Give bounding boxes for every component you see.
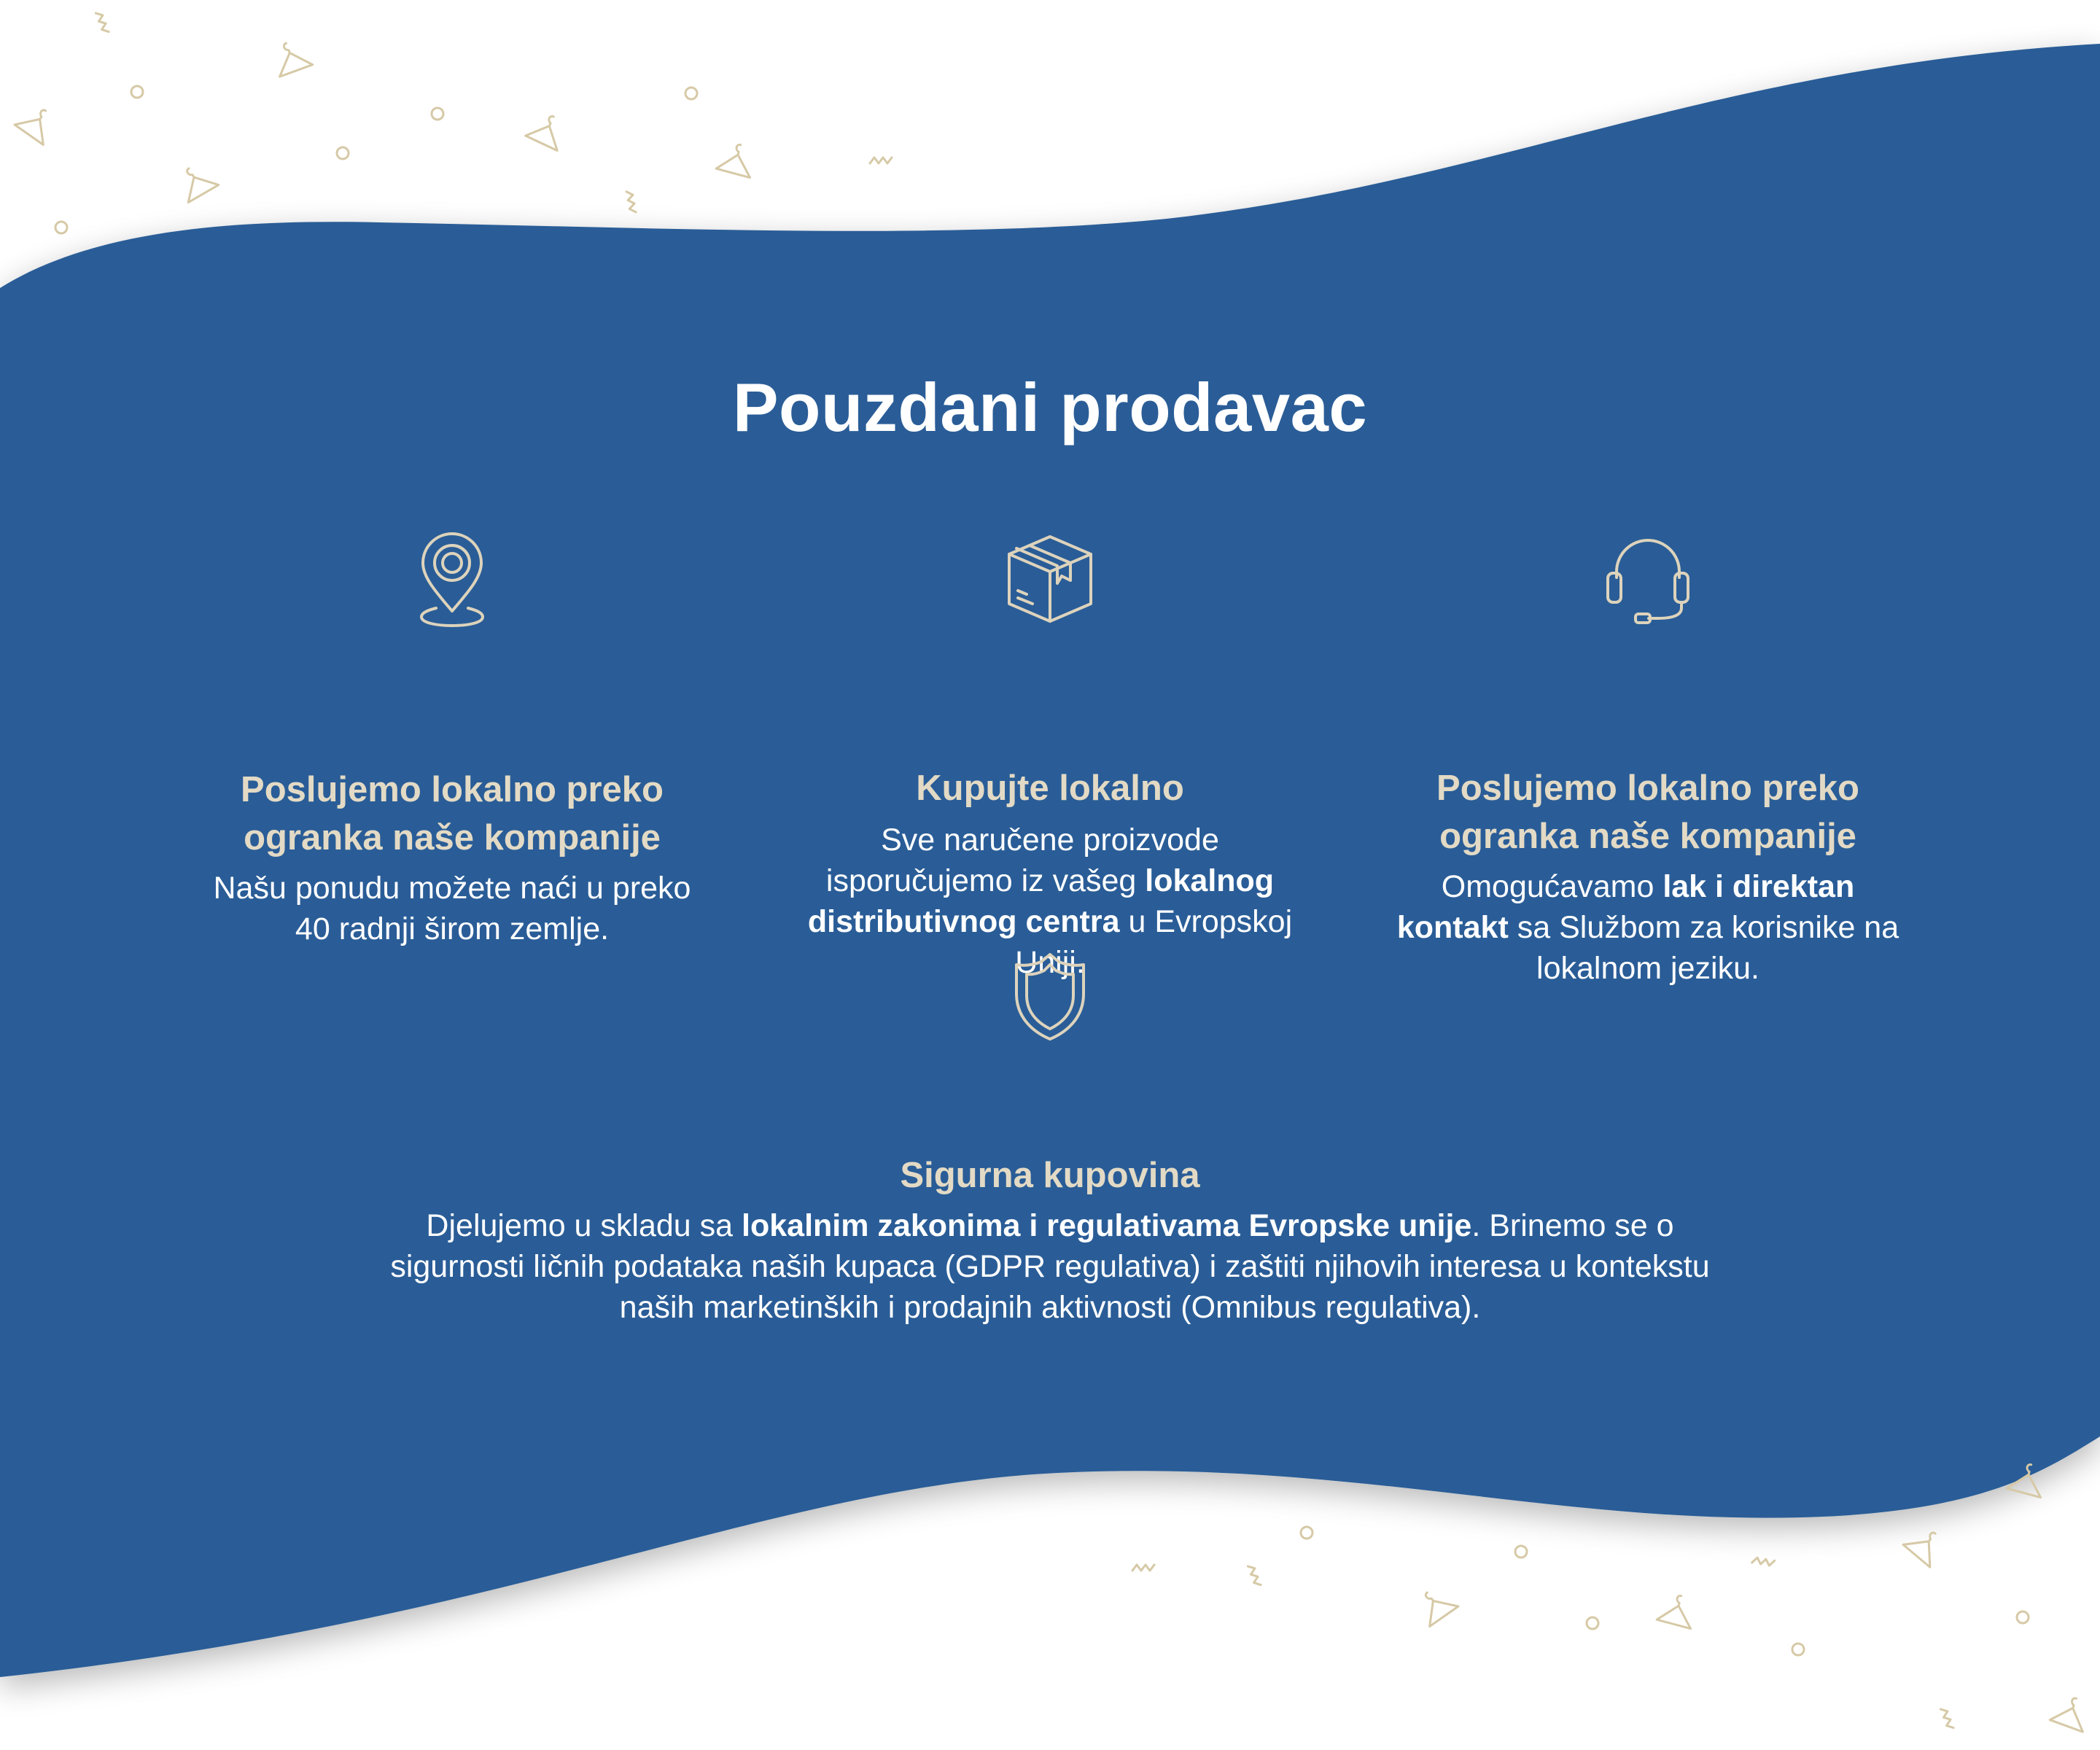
package-box-icon xyxy=(1005,532,1095,626)
doodle-circle-icon xyxy=(334,144,351,162)
feature-heading: Poslujemo lokalno preko ogranka naše kompanije xyxy=(1436,769,1859,856)
doodle-circle-icon xyxy=(1584,1614,1601,1632)
doodle-circle-icon xyxy=(682,85,700,102)
doodle-circle-icon xyxy=(1512,1543,1530,1560)
feature-buy-locally xyxy=(795,532,1305,983)
feature-text: Djelujemo u skladu sa lokalnim zakonima i regulativama Evropske unije. Brinemo se o sigurnosti ličnih podataka naših kupaca (GDPR regulativa) i zaštiti njihovih interesa u kontekstu naših marketinških i prodajnih aktivnosti (Omnibus regulativa). xyxy=(390,1208,1710,1325)
doodle-circle-icon xyxy=(1298,1524,1315,1541)
doodle-squiggle-icon xyxy=(1130,1560,1159,1576)
page-title: Pouzdani prodavac xyxy=(732,369,1368,446)
doodle-circle-icon xyxy=(128,83,146,101)
feature-secure-shopping xyxy=(365,952,1735,1328)
doodle-circle-icon xyxy=(2014,1609,2031,1626)
shield-icon xyxy=(1014,952,1086,1042)
headset-icon xyxy=(1605,532,1691,626)
feature-direct-contact xyxy=(1393,532,1903,989)
feature-text: Omogućavamo lak i direktan kontakt sa Službom za korisnike na lokalnom jeziku. xyxy=(1396,869,1899,986)
doodle-squiggle-icon xyxy=(868,153,897,169)
feature-text: Sve naručene proizvode isporučujemo iz vašeg lokalnog distributivnog centra u Evropskoj Uniji. xyxy=(807,822,1293,980)
feature-local-branch xyxy=(197,532,707,949)
doodle-circle-icon xyxy=(1789,1641,1807,1658)
doodle-circle-icon xyxy=(52,219,70,236)
feature-heading: Poslujemo lokalno preko ogranka naše kompanije xyxy=(241,770,664,858)
doodle-circle-icon xyxy=(429,105,446,122)
location-pin-icon xyxy=(416,532,489,627)
feature-text: Našu ponudu možete naći u preko 40 radnji širom zemlje. xyxy=(213,871,691,946)
feature-heading: Kupujte lokalno xyxy=(916,769,1184,808)
feature-heading: Sigurna kupovina xyxy=(900,1156,1200,1195)
